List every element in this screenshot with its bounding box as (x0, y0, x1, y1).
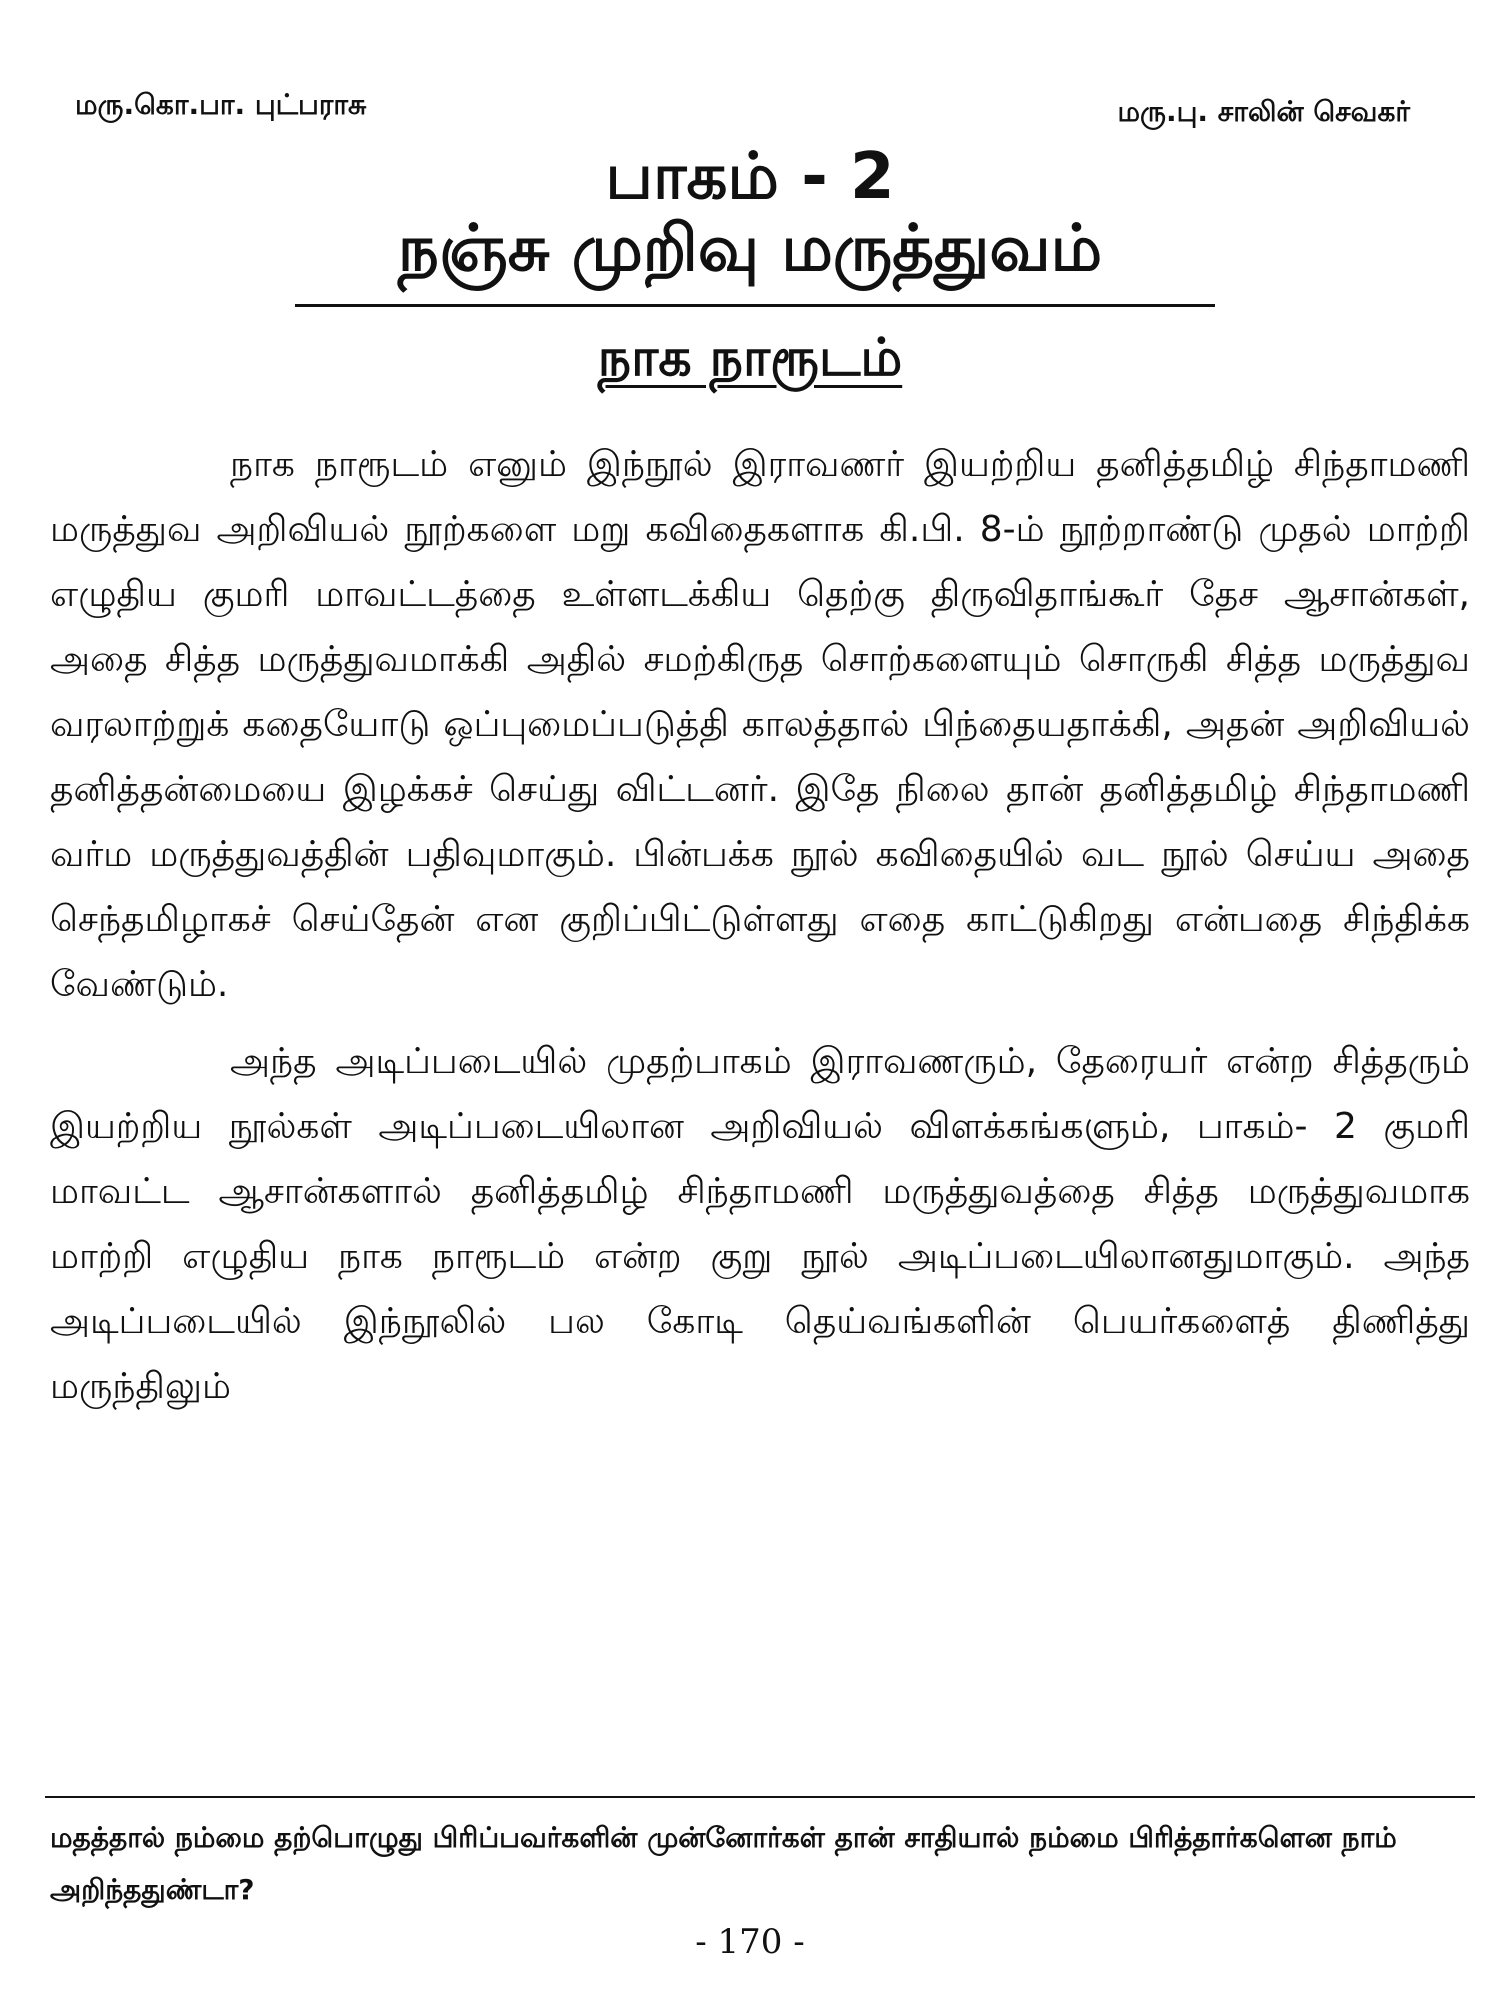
footer-divider (45, 1796, 1475, 1798)
book-title: நஞ்சு முறிவு மருத்துவம் (397, 212, 1103, 286)
author-right: மரு.பு. சாலின் செவகர் (1117, 95, 1410, 128)
page-number: - 170 - (695, 1922, 805, 1962)
footer-quote: மதத்தால் நம்மை தற்பொழுது பிரிப்பவர்களின் முன்னோர்கள் தான் சாதியால் நம்மை பிரித்தார்களென நாம் அறிந்ததுண்டா? (50, 1821, 1397, 1906)
author-left: மரு.கொ.பா. புட்பராசு (75, 88, 367, 121)
section-title-wrapper (0, 328, 1500, 395)
section-title: நாக நாரூடம் (597, 328, 903, 388)
body-paragraph-1: நாக நாரூடம் எனும் இந்நூல் இராவணர் இயற்றிய தனித்தமிழ் சிந்தாமணி மருத்துவ அறிவியல் நூற்களை மறு கவிதைகளாக கி.பி. 8-ம் நூற்றாண்டு முதல் மாற்றி எழுதிய குமரி மாவட்டத்தை உள்ளடக்கிய தெற்கு திருவிதாங்கூர் தேச ஆசான்கள், அதை சித்த மருத்துவமாக்கி அதில் சமற்கிருத சொற்களையும் சொருகி சித்த மருத்துவ வரலாற்றுக் கதையோடு ஒப்புமைப்படுத்தி காலத்தால் பிந்தையதாக்கி, அதன் அறிவியல் தனித்தன்மையை இழக்கச் செய்து விட்டனர். இதே நிலை தான் தனித்தமிழ் சிந்தாமணி வர்ம மருத்துவத்தின் பதிவுமாகும். பின்பக்க நூல் கவிதையில் வட நூல் செய்ய அதை செந்தமிழாகச் செய்தேன் என குறிப்பிட்டுள்ளது எதை காட்டுகிறது என்பதை சிந்திக்க வேண்டும். (50, 444, 1470, 1005)
book-title-underline (295, 304, 1215, 307)
body-paragraph-2: அந்த அடிப்படையில் முதற்பாகம் இராவணரும், தேரையர் என்ற சித்தரும் இயற்றிய நூல்கள் அடிப்படையிலான அறிவியல் விளக்கங்களும், பாகம்- 2 குமரி மாவட்ட ஆசான்களால் தனித்தமிழ் சிந்தாமணி மருத்துவத்தை சித்த மருத்துவமாக மாற்றி எழுதிய நாக நாரூடம் என்ற குறு நூல் அடிப்படையிலானதுமாகும். அந்த அடிப்படையில் இந்நூலில் பல கோடி தெய்வங்களின் பெயர்களைத் திணித்து மருந்திலும் (50, 1041, 1470, 1407)
part-title: பாகம் - 2 (605, 140, 895, 214)
body-text (50, 432, 1470, 1419)
